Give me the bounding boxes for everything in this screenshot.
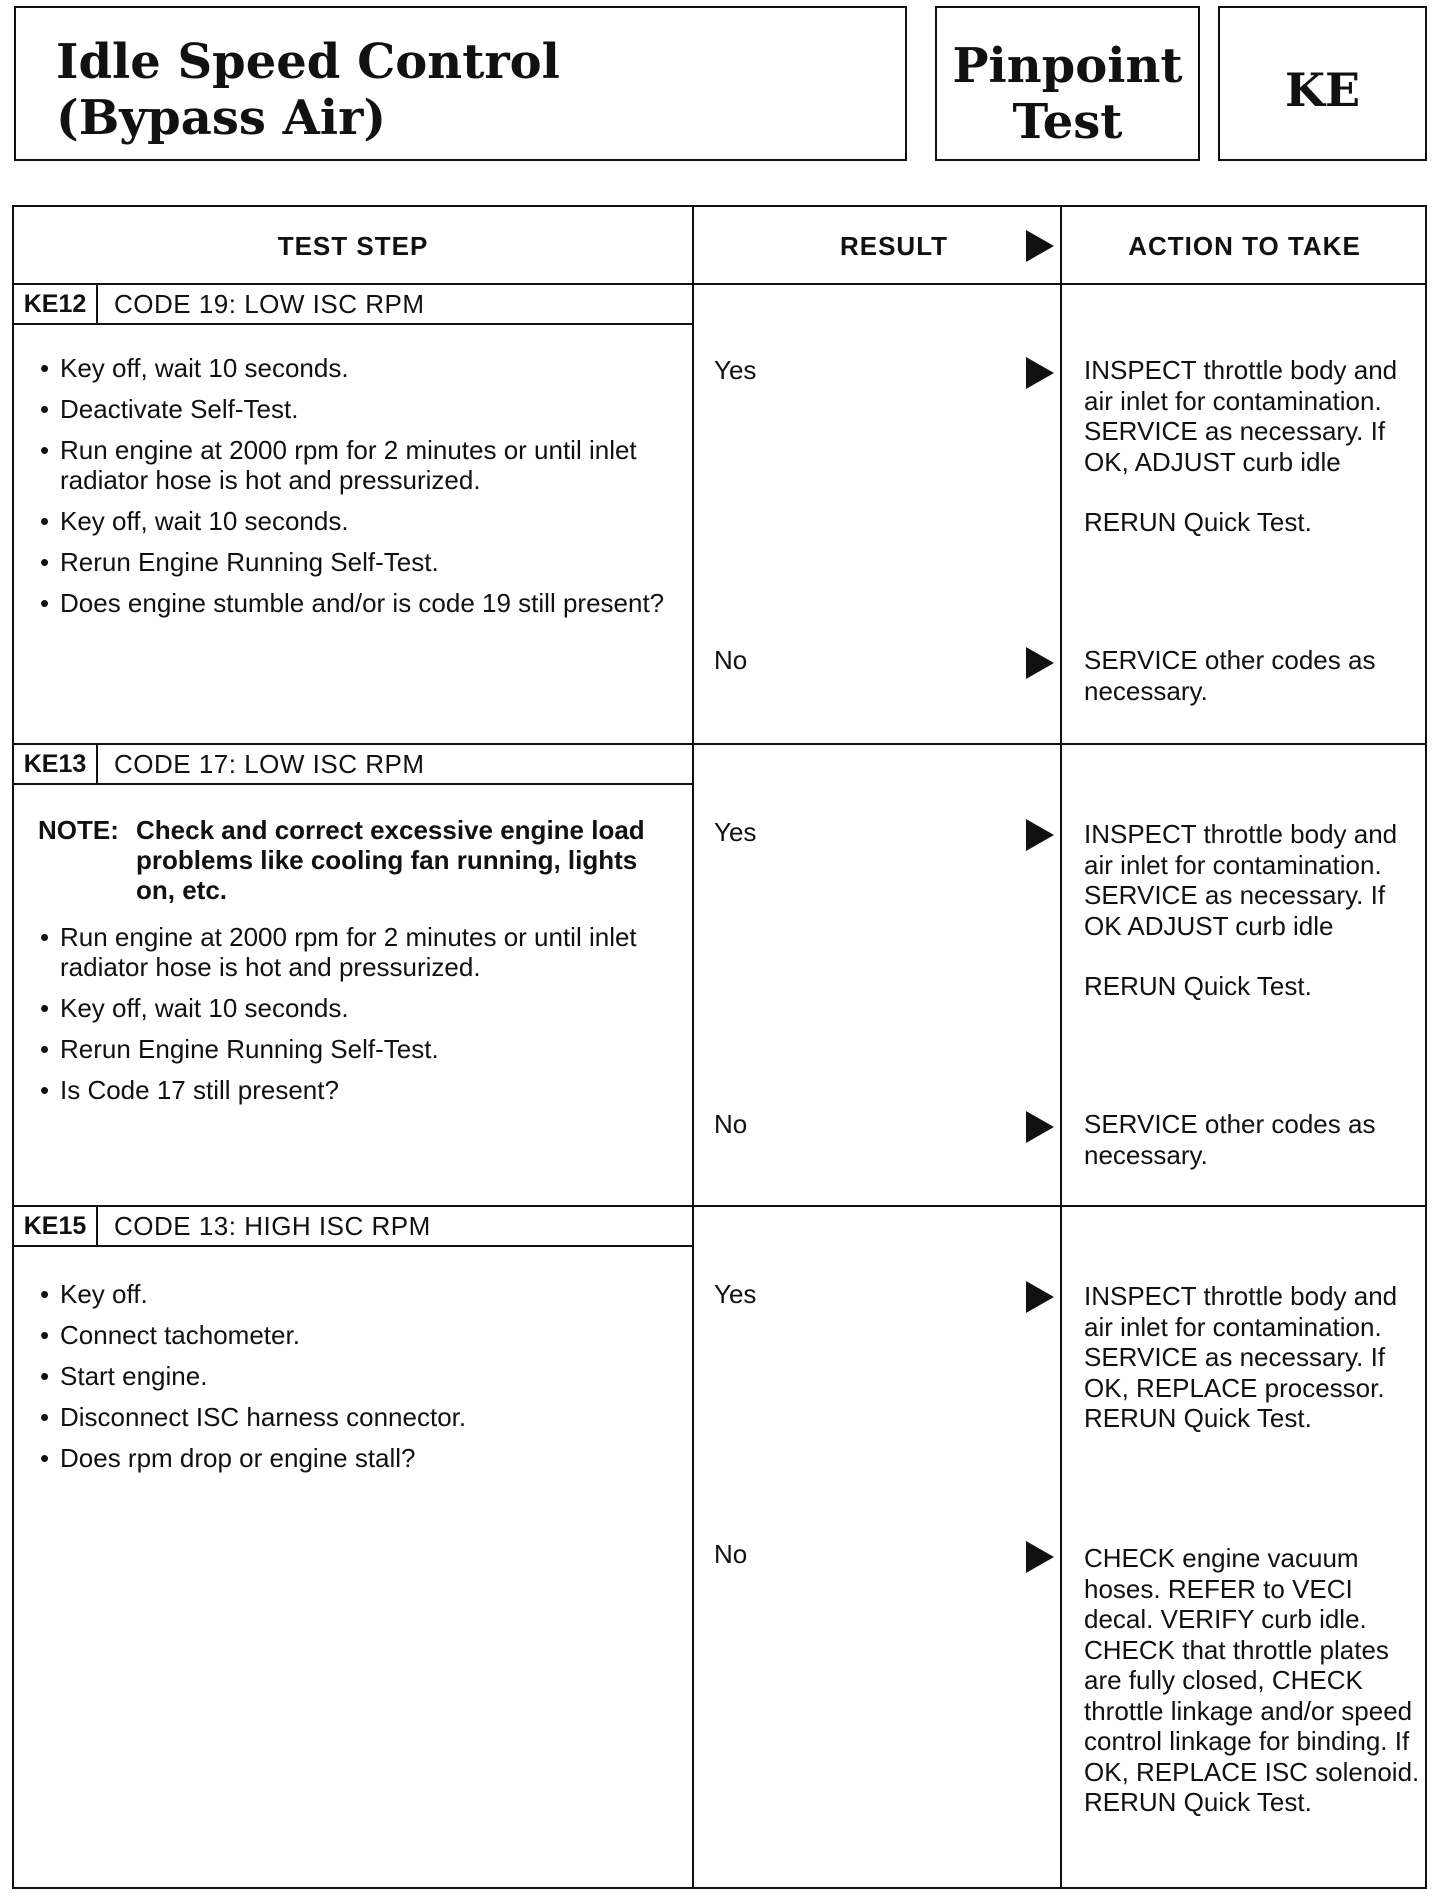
result-arrow-icon	[1026, 819, 1054, 851]
list-item: • Key off, wait 10 seconds.	[34, 506, 674, 536]
pinpoint-test-box	[935, 6, 1200, 161]
column-divider-result	[692, 207, 694, 1887]
list-item: • Key off, wait 10 seconds.	[34, 353, 674, 383]
list-item: • Is Code 17 still present?	[34, 1075, 674, 1105]
result-yes: Yes	[714, 817, 757, 847]
page-title	[56, 34, 560, 146]
action-text: INSPECT throttle body and air inlet for contamination. SERVICE as necessary. If OK ADJUST curb idle	[1084, 819, 1398, 941]
result-arrow-icon	[1026, 357, 1054, 389]
step-header-ke13	[14, 745, 692, 785]
result-arrow-icon	[1026, 1541, 1054, 1573]
step-id: KE12	[14, 285, 98, 323]
action-text-extra: RERUN Quick Test.	[1084, 507, 1312, 537]
list-item: • Does rpm drop or engine stall?	[34, 1443, 674, 1473]
pinpoint-line-1: Pinpoint	[952, 38, 1183, 94]
list-item: • Start engine.	[34, 1361, 674, 1391]
action-no: CHECK engine vacuum hoses. REFER to VECI decal. VERIFY curb idle. CHECK that throttle plates are fully closed, CHECK throttle linkage and/or speed control linkage for binding. If OK, REPLACE ISC solenoid. RERUN Quick Test.	[1084, 1543, 1420, 1817]
test-code: KE	[1284, 63, 1361, 117]
note-label: NOTE:	[38, 815, 119, 845]
test-code-box	[1218, 6, 1427, 161]
step-id: KE15	[14, 1207, 98, 1245]
action-yes	[1084, 819, 1424, 1002]
list-item: • Does engine stumble and/or is code 19 still present?	[34, 588, 674, 618]
result-arrow-icon	[1026, 647, 1054, 679]
title-line-1: Idle Speed Control	[56, 34, 560, 90]
result-no: No	[714, 645, 748, 675]
list-item: • Connect tachometer.	[34, 1320, 674, 1350]
note-text: Check and correct excessive engine load problems like cooling fan running, lights on, etc.	[136, 815, 645, 905]
list-item: • Disconnect ISC harness connector.	[34, 1402, 674, 1432]
list-item: • Run engine at 2000 rpm for 2 minutes or until inlet radiator hose is hot and pressurized.	[34, 435, 674, 495]
list-item: • Key off.	[34, 1279, 674, 1309]
column-header-test-step: TEST STEP	[277, 230, 429, 261]
list-item: • Run engine at 2000 rpm for 2 minutes or until inlet radiator hose is hot and pressurized.	[34, 922, 674, 982]
action-text-extra: RERUN Quick Test.	[1084, 971, 1312, 1001]
pinpoint-line-2: Test	[1012, 94, 1123, 150]
column-header-action: ACTION TO TAKE	[1128, 230, 1361, 261]
list-item: • Key off, wait 10 seconds.	[34, 993, 674, 1023]
action-text: INSPECT throttle body and air inlet for contamination. SERVICE as necessary. If OK, ADJUST curb idle	[1084, 355, 1398, 477]
step-title: CODE 19: LOW ISC RPM	[114, 289, 425, 319]
result-no: No	[714, 1539, 748, 1569]
result-no: No	[714, 1109, 748, 1139]
step-title: CODE 17: LOW ISC RPM	[114, 749, 425, 779]
result-yes: Yes	[714, 355, 757, 385]
column-header-result: RESULT	[839, 230, 949, 261]
list-item: • Rerun Engine Running Self-Test.	[34, 1034, 674, 1064]
step-header-ke12	[14, 285, 692, 325]
step-title: CODE 13: HIGH ISC RPM	[114, 1211, 431, 1241]
column-divider-action	[1060, 207, 1062, 1887]
result-arrow-icon	[1026, 1281, 1054, 1313]
list-item: • Deactivate Self-Test.	[34, 394, 674, 424]
title-box	[14, 6, 907, 161]
result-arrow-icon	[1026, 230, 1054, 262]
action-no: SERVICE other codes as necessary.	[1084, 645, 1376, 706]
step-list-ke15	[34, 1279, 674, 1484]
step-id: KE13	[14, 745, 98, 783]
action-no: SERVICE other codes as necessary.	[1084, 1109, 1376, 1170]
title-line-2: (Bypass Air)	[56, 90, 387, 146]
pinpoint-test-label	[937, 38, 1198, 150]
step-list-ke12	[34, 353, 674, 629]
result-arrow-icon	[1026, 1111, 1054, 1143]
step-header-ke15	[14, 1207, 692, 1247]
note-block	[38, 815, 678, 905]
action-yes: INSPECT throttle body and air inlet for contamination. SERVICE as necessary. If OK, REPLACE processor. RERUN Quick Test.	[1084, 1281, 1398, 1433]
step-list-ke13	[34, 922, 674, 1116]
pinpoint-table	[12, 205, 1427, 1889]
list-item: • Rerun Engine Running Self-Test.	[34, 547, 674, 577]
result-yes: Yes	[714, 1279, 757, 1309]
action-yes	[1084, 355, 1424, 538]
